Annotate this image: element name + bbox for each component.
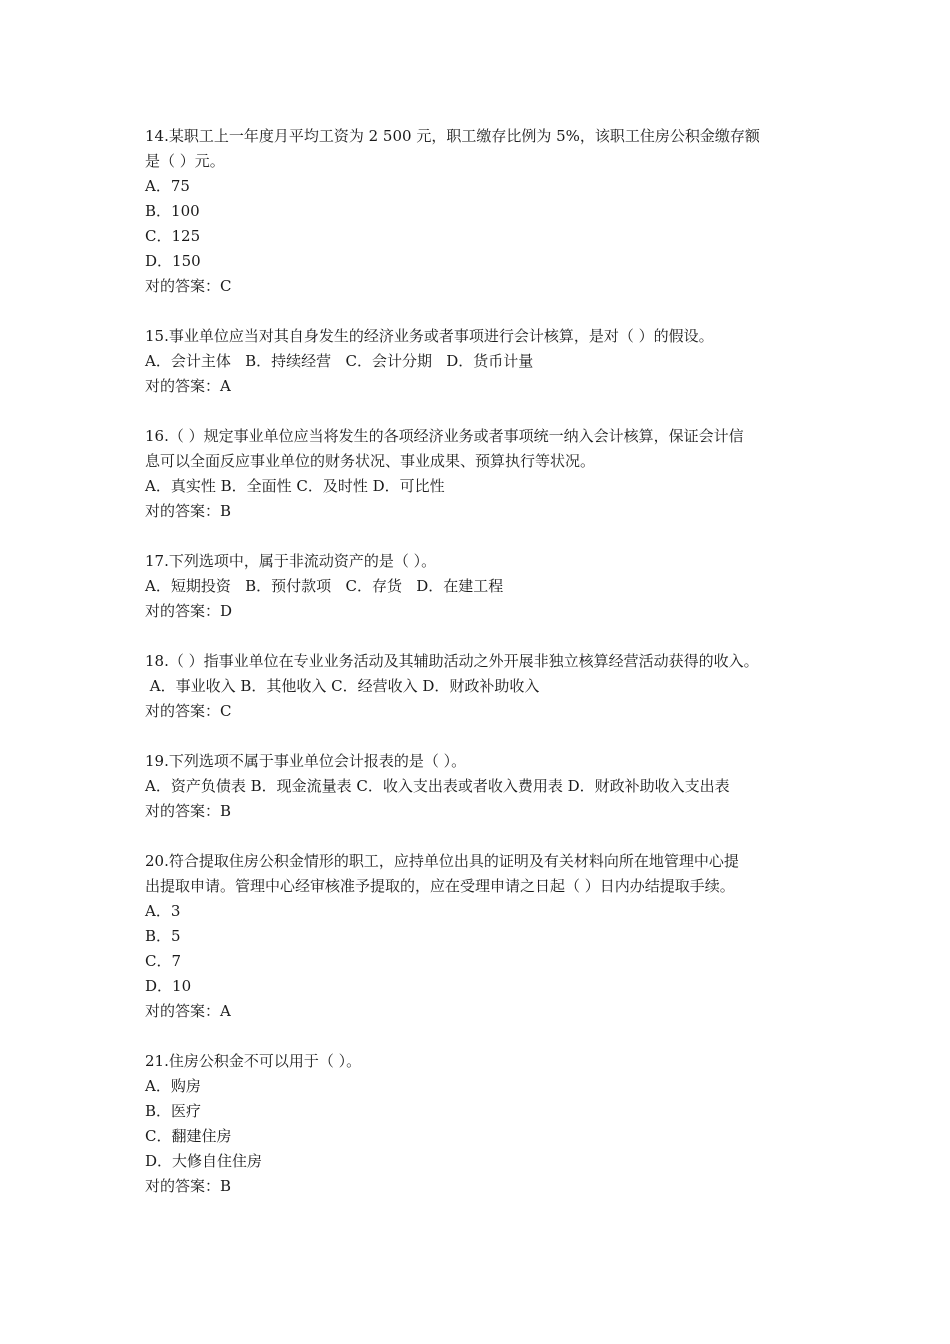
option: C．125: [145, 227, 201, 245]
answer: 对的答案：D: [145, 602, 233, 620]
option: D．大修自住住房: [145, 1152, 263, 1170]
option: A．资产负债表 B．现金流量表 C．收入支出表或者收入费用表 D．财政补助收入支出表: [145, 777, 730, 795]
question-17: [145, 549, 835, 624]
document-page: [145, 124, 835, 1224]
question-stem: 16.（ ）规定事业单位应当将发生的各项经济业务或者事项统一纳入会计核算，保证会计信: [145, 427, 744, 445]
option: B．100: [145, 202, 200, 220]
option: A．短期投资 B．预付款项 C．存货 D．在建工程: [145, 577, 504, 595]
answer: 对的答案：C: [145, 702, 232, 720]
option: A．购房: [145, 1077, 201, 1095]
answer: 对的答案：A: [145, 377, 231, 395]
question-18: [145, 649, 835, 724]
answer: 对的答案：B: [145, 1177, 232, 1195]
question-14: [145, 124, 835, 299]
question-20: [145, 849, 835, 1024]
option: A．75: [145, 177, 190, 195]
question-15: [145, 324, 835, 399]
question-stem: 15.事业单位应当对其自身发生的经济业务或者事项进行会计核算，是对（ ）的假设。: [145, 327, 714, 345]
question-stem: 20.符合提取住房公积金情形的职工，应持单位出具的证明及有关材料向所在地管理中心提: [145, 852, 739, 870]
option: C．7: [145, 952, 182, 970]
question-stem: 14.某职工上一年度月平均工资为 2 500 元，职工缴存比例为 5%，该职工住房公积金缴存额: [145, 127, 760, 145]
answer: 对的答案：B: [145, 802, 232, 820]
option: A．事业收入 B．其他收入 C．经营收入 D．财政补助收入: [145, 677, 540, 695]
question-21: [145, 1049, 835, 1199]
question-stem: 18.（ ）指事业单位在专业业务活动及其辅助活动之外开展非独立核算经营活动获得的收入。: [145, 652, 759, 670]
option: A．3: [145, 902, 181, 920]
question-stem: 出提取申请。管理中心经审核准予提取的，应在受理申请之日起（ ）日内办结提取手续。: [145, 877, 735, 895]
option: D．10: [145, 977, 192, 995]
option: B．5: [145, 927, 181, 945]
answer: 对的答案：A: [145, 1002, 231, 1020]
option: C．翻建住房: [145, 1127, 232, 1145]
question-stem: 19.下列选项不属于事业单位会计报表的是（ ）。: [145, 752, 467, 770]
answer: 对的答案：B: [145, 502, 232, 520]
question-16: [145, 424, 835, 524]
question-19: [145, 749, 835, 824]
question-stem: 息可以全面反应事业单位的财务状况、事业成果、预算执行等状况。: [145, 452, 596, 470]
option: A．真实性 B．全面性 C．及时性 D．可比性: [145, 477, 445, 495]
option: D．150: [145, 252, 201, 270]
question-stem: 21.住房公积金不可以用于（ ）。: [145, 1052, 362, 1070]
option: B．医疗: [145, 1102, 202, 1120]
answer: 对的答案：C: [145, 277, 232, 295]
question-stem: 是（ ）元。: [145, 152, 225, 170]
question-stem: 17.下列选项中，属于非流动资产的是（ ）。: [145, 552, 437, 570]
option: A．会计主体 B．持续经营 C．会计分期 D．货币计量: [145, 352, 534, 370]
